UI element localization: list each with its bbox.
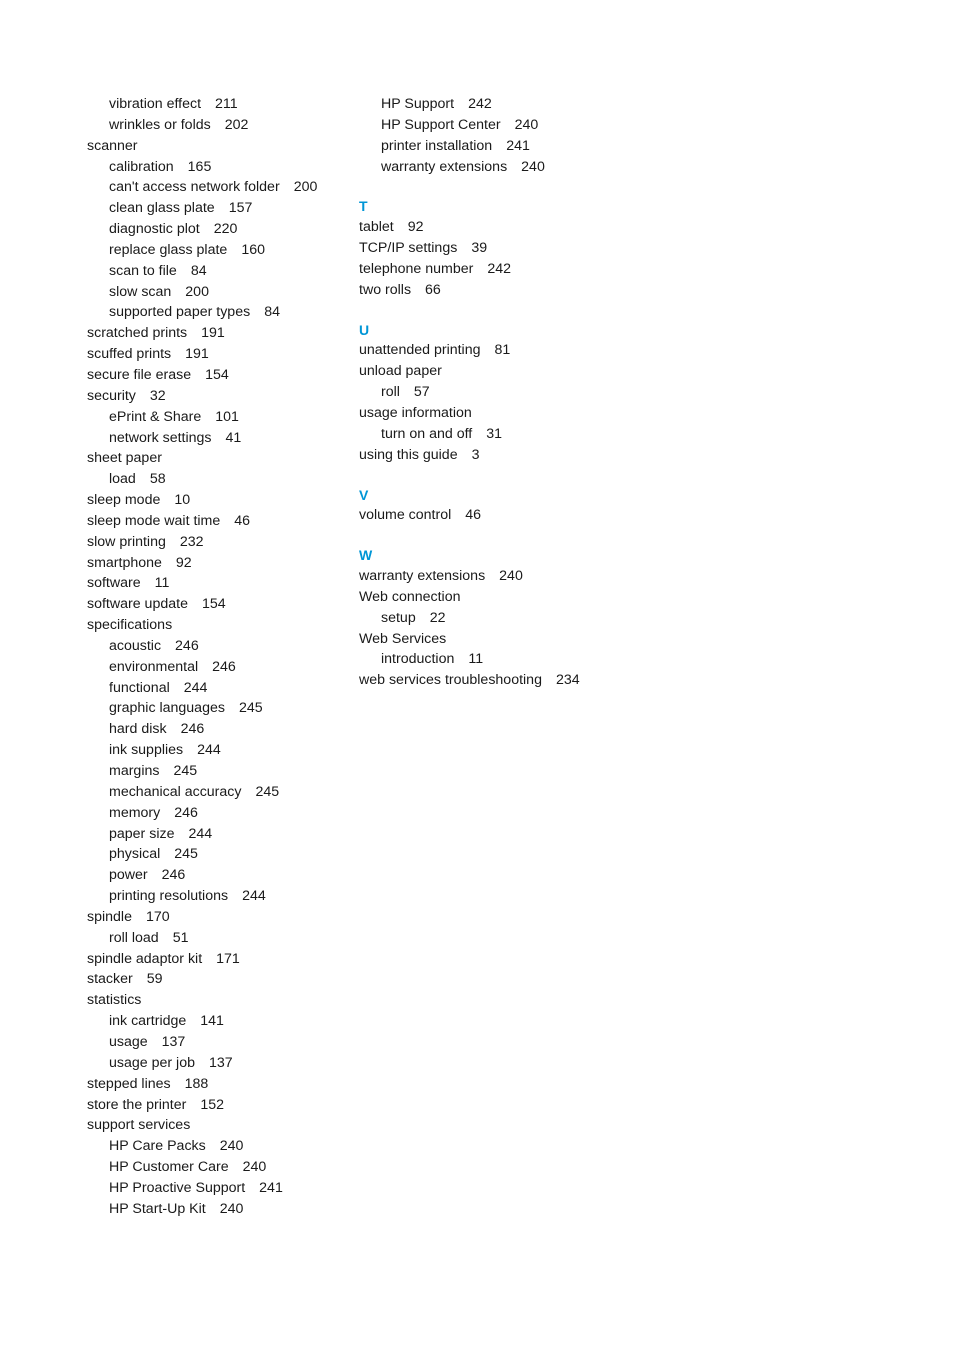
index-subentry [87,1157,349,1178]
section-letter-heading: W [359,547,373,564]
index-term: graphic languages [109,700,225,717]
index-term: tablet [359,219,394,236]
section-letter-heading: V [359,486,369,503]
page-number: 66 [425,281,441,298]
page-number: 81 [494,342,511,359]
index-term: calibration [109,158,174,175]
index-term: store the printer [87,1096,187,1113]
index-term: load [109,471,136,488]
index-entry [359,403,659,424]
page-number: 241 [259,1179,283,1196]
index-subentry [87,428,349,449]
index-term: usage [109,1033,148,1050]
page-number: 92 [407,219,424,236]
page-number: 32 [149,387,166,404]
page-number: 244 [188,825,213,842]
index-subentry [87,302,349,323]
index-term: paper size [109,825,175,842]
page-number: 246 [175,637,199,654]
index-subentry [87,1136,349,1157]
section-letter-heading: U [359,321,370,338]
index-subentry [87,719,349,740]
page-number: 244 [183,679,208,696]
index-term: functional [109,679,170,696]
index-subentry [87,261,349,282]
index-term: smartphone [87,554,162,571]
index-entry [87,532,349,553]
index-subentry [87,928,349,949]
page-number: 152 [200,1096,225,1113]
index-term: turn on and off [381,425,473,442]
index-entry [359,566,659,587]
page-number: 200 [185,283,209,300]
page-number: 245 [173,763,198,779]
index-subentry [87,115,349,136]
index-term: setup [381,609,416,626]
index-entry [359,259,659,280]
page-number: 202 [224,116,249,133]
page-number: 200 [293,179,318,196]
index-subentry [359,608,659,629]
page-number: 46 [465,507,482,524]
page-number: 160 [241,241,265,258]
page-number: 22 [429,609,446,626]
index-entry [87,553,349,574]
page-number: 31 [486,425,503,442]
index-term: acoustic [109,637,162,654]
index-term: TCP/IP settings [359,240,458,257]
page-number: 240 [219,1138,244,1155]
index-entry [87,1095,349,1116]
index-term: two rolls [359,281,412,298]
index-entry [359,587,659,608]
index-term: margins [109,763,160,779]
page-number: 157 [228,200,253,217]
index-term: support services [87,1117,191,1134]
index-term: clean glass plate [109,200,215,217]
index-entry [87,969,349,990]
page-number: 245 [255,783,280,800]
index-subentry [87,198,349,219]
index-term: wrinkles or folds [109,116,211,133]
index-term: scratched prints [87,325,188,342]
index-entry [87,1115,349,1136]
index-term: sheet paper [87,450,162,467]
index-term: memory [109,804,161,821]
index-term: unload paper [359,363,442,380]
index-entry [87,511,349,532]
section-letter-heading: T [359,198,368,215]
page-number: 57 [413,384,430,401]
index-subentry [87,803,349,824]
page-number: 220 [213,221,238,238]
index-subentry [87,1178,349,1199]
page-number: 241 [506,137,530,154]
index-term: ink cartridge [109,1013,187,1030]
index-term: Web connection [359,588,461,605]
index-entry [359,445,659,466]
page-number: 10 [174,492,191,509]
index-subentry [87,1199,349,1220]
index-subentry [87,240,349,261]
index-term: unattended printing [359,342,481,359]
index-subentry [359,157,659,178]
index-term: volume control [359,507,452,524]
index-subentry [87,657,349,678]
index-term: secure file erase [87,366,192,383]
page-number: 234 [555,672,580,689]
index-term: printer installation [381,137,493,154]
index-term: ink supplies [109,742,184,759]
page-number: 240 [242,1159,267,1176]
index-subentry [87,886,349,907]
index-entry [359,238,659,259]
index-subentry [87,1011,349,1032]
index-entry [359,280,659,301]
index-entry [87,1074,349,1095]
index-term: replace glass plate [109,241,228,258]
page-number: 246 [161,867,186,884]
index-term: spindle [87,908,132,925]
index-term: statistics [87,992,142,1009]
index-entry [359,505,659,526]
index-term: stacker [87,971,133,988]
index-subentry [87,678,349,699]
index-subentry [87,865,349,886]
index-term: specifications [87,617,173,634]
index-term: can't access network folder [109,179,280,196]
index-term: security [87,387,136,404]
index-entry [87,594,349,615]
index-entry [359,340,659,361]
page-number: 246 [180,721,205,738]
index-term: printing resolutions [109,888,229,905]
page-number: 141 [200,1013,224,1030]
page-number: 39 [471,240,488,257]
index-entry [87,615,349,636]
index-term: telephone number [359,260,474,277]
index-subentry [87,844,349,865]
page-number: 240 [499,568,523,585]
index-subentry [87,698,349,719]
index-term: warranty extensions [359,568,486,585]
page-number: 244 [242,888,266,905]
page-number: 101 [215,408,239,425]
index-term: network settings [109,429,212,446]
index-term: spindle adaptor kit [87,950,203,967]
index-term: introduction [381,651,455,668]
index-term: scuffed prints [87,346,172,363]
page-number: 58 [149,471,166,488]
index-term: sleep mode [87,492,161,509]
index-subentry [359,94,659,115]
index-subentry [87,636,349,657]
index-subentry [359,424,659,445]
index-term: supported paper types [109,304,251,321]
index-term: physical [109,846,161,863]
index-column-left [87,94,349,1220]
index-term: Web Services [359,630,447,647]
page-number: 242 [487,260,512,277]
index-entry [87,344,349,365]
page-number: 11 [468,651,484,668]
index-term: sleep mode wait time [87,512,221,529]
index-term: power [109,867,148,884]
index-term: HP Support Center [381,116,501,133]
index-entry [87,490,349,511]
index-term: hard disk [109,721,167,738]
index-subentry [87,761,349,782]
index-term: roll load [109,929,159,946]
index-term: HP Care Packs [109,1138,206,1155]
index-entry [87,990,349,1011]
page-number: 137 [208,1054,233,1071]
page-number: 84 [264,304,280,321]
index-subentry [87,177,349,198]
index-term: using this guide [359,446,458,463]
page-number: 41 [225,429,242,446]
page-number: 242 [468,96,492,112]
index-subentry [359,649,659,670]
index-term: ePrint & Share [109,408,202,425]
index-subentry [359,136,659,157]
index-term: scan to file [109,262,177,279]
page-number: 51 [172,929,189,946]
index-subentry [359,382,659,403]
index-subentry [87,1032,349,1053]
index-entry [359,217,659,238]
index-entry [359,629,659,650]
index-entry [87,949,349,970]
page-number: 84 [190,262,207,279]
index-entry [87,907,349,928]
index-entry [87,573,349,594]
index-term: slow printing [87,533,166,550]
page-number: 154 [205,366,229,383]
index-column-right [359,94,659,691]
index-subentry [87,157,349,178]
page-number: 59 [146,971,163,988]
page-number: 154 [201,596,226,613]
page-number: 11 [154,575,170,592]
page-number: 191 [201,325,225,342]
index-entry [87,136,349,157]
page-number: 240 [521,158,545,175]
page-number: 246 [212,658,236,675]
index-term: diagnostic plot [109,221,200,238]
index-term: usage per job [109,1054,195,1071]
page-number: 170 [145,908,170,925]
page-number: 246 [174,804,198,821]
index-term: HP Support [381,96,455,112]
index-entry [87,386,349,407]
index-subentry [87,469,349,490]
index-subentry [359,115,659,136]
page-number: 3 [471,446,480,463]
page-number: 232 [179,533,204,550]
page-number: 165 [187,158,212,175]
page-number: 92 [175,554,192,571]
page-number: 171 [216,950,240,967]
index-term: warranty extensions [381,158,508,175]
index-term: scanner [87,137,138,154]
index-term: HP Proactive Support [109,1179,246,1196]
index-subentry [87,782,349,803]
index-term: vibration effect [109,96,202,112]
index-term: roll [381,384,400,401]
page-number: 245 [238,700,263,717]
index-subentry [87,94,349,115]
page-number: 245 [174,846,198,863]
index-term: HP Customer Care [109,1159,229,1176]
index-subentry [87,219,349,240]
index-entry [359,670,659,691]
index-term: HP Start-Up Kit [109,1200,206,1217]
index-term: slow scan [109,283,172,300]
page-number: 188 [184,1075,209,1092]
index-entry [87,365,349,386]
index-term: software [87,575,141,592]
page-number: 211 [215,96,238,112]
page-number: 240 [514,116,539,133]
index-term: software update [87,596,188,613]
page-number: 191 [185,346,209,363]
page-number: 137 [161,1033,186,1050]
index-subentry [87,1053,349,1074]
index-term: web services troubleshooting [359,672,542,689]
index-entry [359,361,659,382]
index-subentry [87,740,349,761]
index-term: mechanical accuracy [109,783,242,800]
index-subentry [87,407,349,428]
index-subentry [87,282,349,303]
index-term: stepped lines [87,1075,171,1092]
index-term: usage information [359,404,472,421]
index-entry [87,323,349,344]
page-number: 240 [219,1200,244,1217]
index-entry [87,448,349,469]
index-subentry [87,824,349,845]
page-number: 46 [234,512,251,529]
index-term: environmental [109,658,199,675]
page-number: 244 [197,742,221,759]
